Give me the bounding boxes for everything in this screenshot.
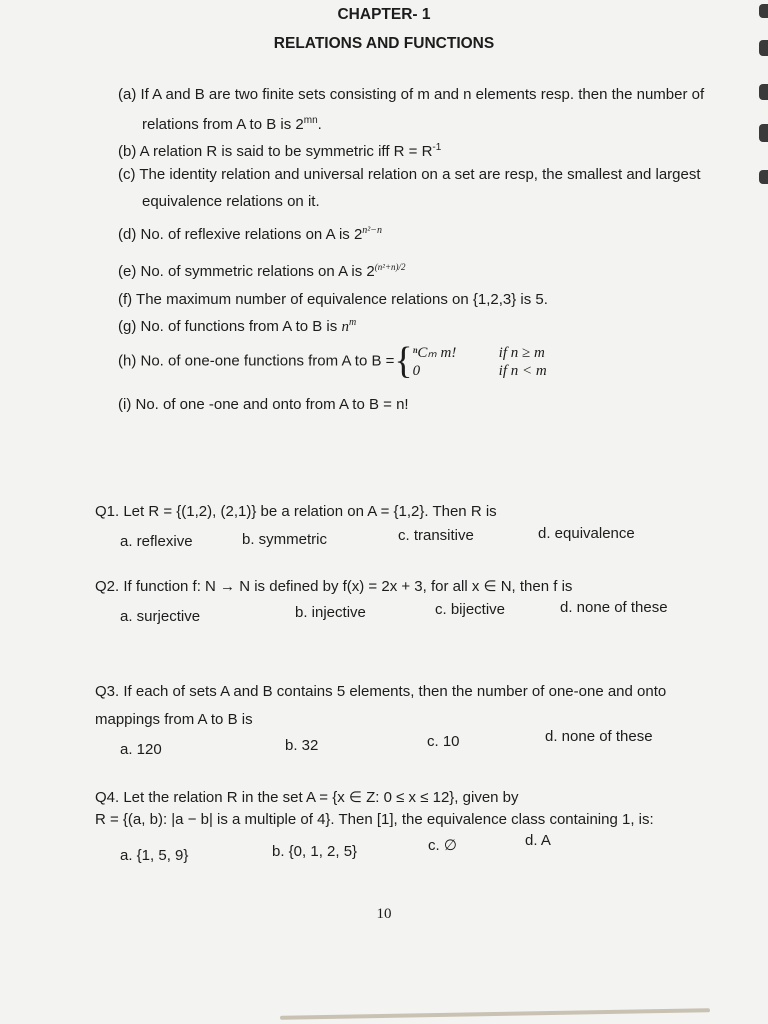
fact-i: (i) No. of one -one and onto from A to B = n! (118, 396, 409, 413)
q3-option-c: c. 10 (427, 733, 460, 750)
chapter-heading: CHAPTER- 1 (337, 6, 431, 23)
page-bottom-shadow (280, 1008, 710, 1020)
question-1: Q1. Let R = {(1,2), (2,1)} be a relation on A = {1,2}. Then R is (95, 503, 497, 520)
binding-edge-mark (759, 4, 768, 18)
fact-f: (f) The maximum number of equivalence relations on {1,2,3} is 5. (118, 291, 548, 308)
q2-option-d: d. none of these (560, 599, 668, 616)
q2-option-b: b. injective (295, 604, 366, 621)
binding-edge-mark (759, 124, 768, 142)
fact-c-line2: equivalence relations on it. (142, 193, 320, 210)
fact-g: (g) No. of functions from A to B is $n^m$ (118, 317, 357, 335)
q1-option-a: a. reflexive (120, 533, 193, 550)
q3-option-a: a. 120 (120, 741, 162, 758)
fact-h: (h) No. of one-one functions from A to B ={ ⁿCₘ m! if n ≥ m 0 if n < m (118, 340, 547, 382)
binding-edge-mark (759, 84, 768, 100)
page-number: 10 (376, 906, 392, 922)
binding-edge-mark (759, 40, 768, 56)
fact-e: (e) No. of symmetric relations on A is $2^{(n^2+n)/2}$ (118, 262, 406, 280)
q2-option-c: c. bijective (435, 601, 506, 618)
fact-d: (d) No. of reflexive relations on A is $2^{n^2-n}$ (118, 225, 383, 243)
q3-option-b: b. 32 (285, 737, 319, 754)
q4-option-a: a. {1, 5, 9} (120, 847, 189, 864)
question-3-line1: Q3. If each of sets A and B contains 5 elements, then the number of one-one and onto (95, 683, 667, 700)
q4-option-d: d. A (525, 832, 551, 849)
q2-option-a: a. surjective (120, 608, 201, 625)
question-2: Q2. If function f: N → N is defined by f(x) = 2x + 3, for all x ∈ N, then f is (95, 578, 573, 595)
fact-b: (b) A relation R is said to be symmetric iff $R = R^{-1}$ (118, 142, 442, 160)
q4-option-c: c. ∅ (428, 837, 457, 854)
q1-option-c: c. transitive (398, 527, 474, 544)
fact-a-line2: relations from A to B is $2^{mn}$. (142, 115, 322, 133)
question-3-line2: mappings from A to B is (95, 711, 253, 728)
q1-option-b: b. symmetric (242, 531, 328, 548)
fact-c-line1: (c) The identity relation and universal relation on a set are resp, the smallest and largest (118, 166, 701, 183)
question-4-line1: Q4. Let the relation R in the set A = {x ∈ Z: 0 ≤ x ≤ 12}, given by (95, 789, 519, 806)
binding-edge-mark (759, 170, 768, 184)
q1-option-d: d. equivalence (538, 525, 635, 542)
q4-option-b: b. {0, 1, 2, 5} (272, 843, 358, 860)
q3-option-d: d. none of these (545, 728, 653, 745)
question-4-line2: R = {(a, b): |a − b| is a multiple of 4}. Then [1], the equivalence class containing 1, is: (95, 811, 654, 828)
fact-a-line1: (a) If A and B are two finite sets consisting of m and n elements resp. then the number of (118, 86, 705, 103)
chapter-title: RELATIONS AND FUNCTIONS (273, 35, 495, 52)
